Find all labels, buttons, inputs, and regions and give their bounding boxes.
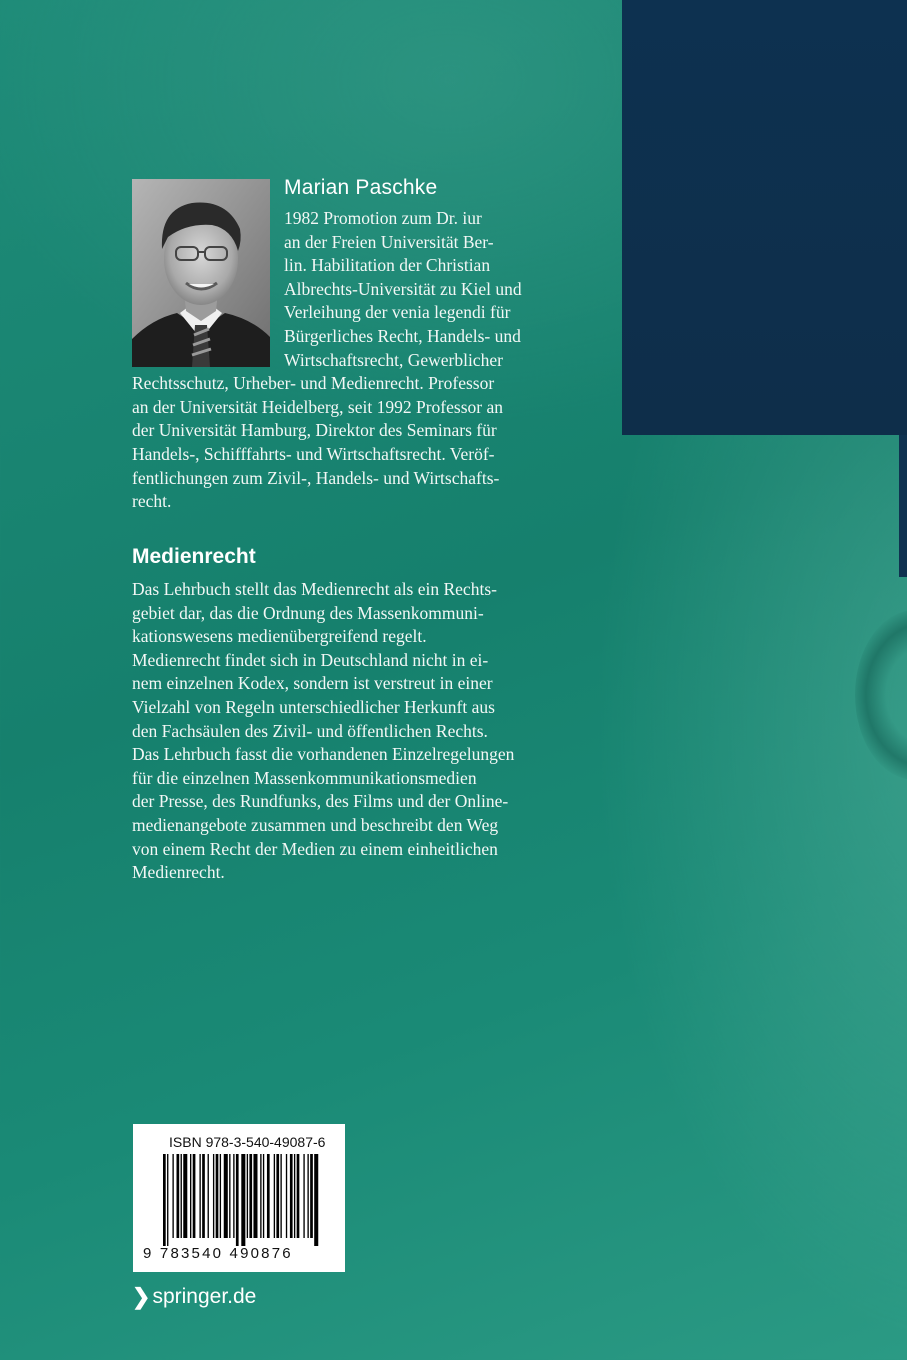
bio-line: Wirtschaftsrecht, Gewerblicher bbox=[284, 349, 503, 370]
bio-line: Rechtsschutz, Urheber- und Medienrecht. Professor bbox=[132, 373, 495, 394]
bio-line: Albrechts-Universität zu Kiel und bbox=[284, 278, 522, 299]
barcode-icon bbox=[141, 1154, 337, 1246]
isbn-text: ISBN 978-3-540-49087-6 bbox=[169, 1134, 326, 1150]
description-line: Das Lehrbuch fasst die vorhandenen Einzelregelungen bbox=[132, 744, 515, 765]
author-bio bbox=[132, 207, 582, 514]
dark-navy-strip bbox=[899, 435, 907, 577]
publisher-url: springer.de bbox=[152, 1285, 257, 1308]
description-line: der Presse, des Rundfunks, des Films und der Online- bbox=[132, 791, 509, 812]
author-name: Marian Paschke bbox=[284, 176, 438, 199]
bio-line: lin. Habilitation der Christian bbox=[284, 255, 491, 276]
bio-line: 1982 Promotion zum Dr. iur bbox=[284, 208, 482, 228]
dark-navy-panel bbox=[622, 0, 907, 435]
bio-line: fentlichungen zum Zivil-, Handels- und Wirtschafts- bbox=[132, 467, 500, 488]
bio-line: der Universität Hamburg, Direktor des Seminars für bbox=[132, 420, 497, 441]
barcode-digits: 9 783540 490876 bbox=[143, 1245, 293, 1262]
description-line: den Fachsäulen des Zivil- und öffentlichen Rechts. bbox=[132, 720, 488, 741]
chevron-right-icon: ❯ bbox=[132, 1284, 151, 1309]
description-line: kationswesens medienübergreifend regelt. bbox=[132, 626, 427, 647]
description-line: Medienrecht findet sich in Deutschland nicht in ei- bbox=[132, 649, 489, 670]
decorative-ring bbox=[855, 610, 907, 780]
description-line: nem einzelnen Kodex, sondern ist verstreut in einer bbox=[132, 673, 493, 694]
description-line: Medienrecht. bbox=[132, 862, 225, 883]
description-line: Das Lehrbuch stellt das Medienrecht als ein Rechts- bbox=[132, 579, 497, 599]
bio-line: an der Universität Heidelberg, seit 1992 Professor an bbox=[132, 396, 503, 417]
bio-line: Bürgerliches Recht, Handels- und bbox=[284, 325, 521, 346]
description-line: gebiet dar, das die Ordnung des Massenkommuni- bbox=[132, 602, 484, 623]
description-line: medienangebote zusammen und beschreibt den Weg bbox=[132, 814, 499, 835]
bio-line: recht. bbox=[132, 491, 172, 512]
section-title: Medienrecht bbox=[132, 545, 256, 568]
bio-line: an der Freien Universität Ber- bbox=[284, 231, 494, 252]
bio-line: Handels-, Schifffahrts- und Wirtschaftsrecht. Veröf- bbox=[132, 443, 495, 464]
book-description bbox=[132, 578, 592, 885]
bio-line: Verleihung der venia legendi für bbox=[284, 302, 511, 323]
barcode-label bbox=[133, 1124, 345, 1272]
description-line: von einem Recht der Medien zu einem einheitlichen bbox=[132, 838, 498, 859]
publisher-link[interactable] bbox=[132, 1284, 256, 1310]
description-line: Vielzahl von Regeln unterschiedlicher Herkunft aus bbox=[132, 696, 495, 717]
description-line: für die einzelnen Massenkommunikationsmedien bbox=[132, 767, 477, 788]
